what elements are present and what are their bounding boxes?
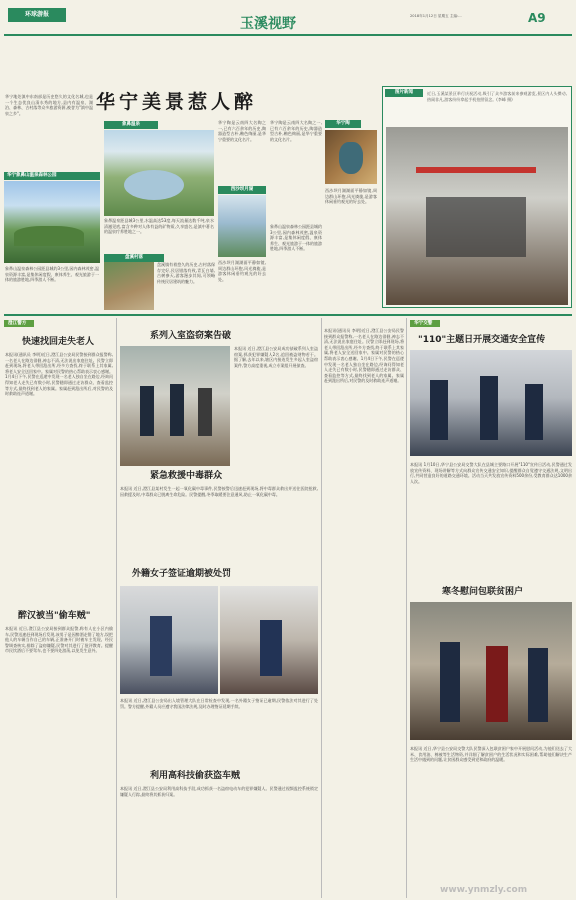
feature-bottom-rule [4, 314, 572, 316]
story7-photo [410, 350, 572, 456]
pottery-photo [325, 130, 377, 184]
story4-headline: 紧急救援中毒群众 [150, 471, 223, 481]
story7-headline: "110"主题日开展交通安全宣传 [418, 335, 546, 345]
story8-text: 本报讯 近日,华宁县公安局交警大队民警深入包联贫困户家中开展慰问活动,为他们送去了大米、食用油、棉被等生活物资,并详细了解贫困户的生活状况和实际困难,帮助他们解决生产生活中遇到的问题,让贫困群众感受到党和政府的温暖。 [410, 746, 572, 763]
scenic-text: 象鼻温泉距县城3公里,水温高达53度,每天流量达数千吨,泉水清澈见底,富含多种对人体有益的矿物质,久享盛名,是滇中著名的温泉疗养胜地之一。 [104, 218, 214, 235]
story6-text: 本报讯 近日,澄江县公安局利用高科技手段,成功抓获一名盗窃电动车的犯罪嫌疑人。民警通过视频监控系统锁定嫌疑人行踪,最终将其抓获归案。 [120, 786, 318, 797]
reservoir-body: 西沙坝月湖湖面平静如镜,周边群山环抱,风光旖旎,是游客休闲垂钓观光的好去处。 [325, 188, 377, 205]
middle-long-text: 本报讯(通讯员 李明)近日,澄江县公安局民警接到群众报警称,一名老人在路边徘徊,神志不清,无法说出家庭住址。民警立即赶到现场,将老人带回派出所,经多方查找,终于联系上其家属,将老人安全送回家中。家属对民警的热心帮助表示衷心感谢。1月4日下午,民警在巡逻中发现一名老人独自坐在路边,经询问得知老人走失已有数小时,民警随即通过走访群众、查看监控等方式,最终找到老人的家属。家属赶到派出所后,对民警的及时救助连声道谢。 [324, 328, 404, 384]
story8-photo [410, 602, 572, 740]
watermark: www.ynmzly.com [440, 885, 528, 895]
column-tag: 环球游报 [8, 8, 66, 22]
story1-text: 本报讯(通讯员 李明)近日,澄江县公安局民警接到群众报警称,一名老人在路边徘徊,神志不清,无法说出家庭住址。民警立即赶到现场,将老人带回派出所,经多方查找,终于联系上其家属,将老人安全送回家中。家属对民警的热心帮助表示衷心感谢。1月4日下午,民警在巡逻中发现一名老人独自坐在路边,经询问得知老人走失已有数小时,民警随即通过走访群众、查看监控等方式,最终找到老人的家属。家属赶到派出所后,对民警的及时救助连声道谢。 [5, 352, 113, 397]
village-label: 盘溪村落 [104, 254, 164, 262]
feature-headline: 华宁美景惹人醉 [96, 91, 258, 113]
story5-headline: 外籍女子签证逾期被处罚 [132, 569, 232, 579]
notice-label: 图片新闻 [385, 89, 423, 97]
scenic-photo [104, 130, 214, 216]
left-section-bar: 澄江警方 [4, 320, 34, 327]
col-divider-1 [116, 318, 117, 898]
col-divider-2 [321, 318, 322, 898]
story5-photo-2 [220, 586, 318, 694]
story8-headline: 寒冬慰问包联贫困户 [442, 587, 524, 597]
park-body: 象鼻山温泉森林公园距县城约3公里,园内森林茂密,温泉资源丰富,是集休闲度假、康体养生、观光旅游于一体的旅游胜地,四季游人不断。 [270, 224, 322, 252]
pottery-body: 华宁陶是云南四大名陶之一,已有六百余年的历史,陶器造型古朴,釉色绚丽,是华宁重要的文化名片。 [270, 120, 322, 142]
feature-intro-text: 华宁地处滇中东南部是历史悠久的文化名城,也是一个生态优良山清水秀的地方,县内有温泉、湖泊、森林、古村落等众多旅游资源,被誉为"滇中温泉之乡"。 [5, 94, 93, 116]
story3-text: 本报讯 近日,澄江县公安局成功侦破系列入室盗窃案,抓获犯罪嫌疑人2名,追回被盗财物若干。据了解,去年以来,辖区内接连发生多起入室盗窃案件,警方高度重视,成立专案组开展侦查。 [234, 346, 318, 368]
reservoir-photo [218, 195, 266, 257]
story1-headline: 快速找回走失老人 [22, 337, 95, 347]
notice-photo [386, 127, 568, 305]
notice-box [382, 86, 572, 308]
page-number: A9 [528, 11, 546, 25]
scenic-label: 象鼻温泉 [104, 121, 158, 129]
park-text: 象鼻山温泉森林公园距县城约3公里,园内森林茂密,温泉资源丰富,是集休闲度假、康体养生、观光旅游于一体的旅游胜地,四季游人不断。 [5, 266, 99, 283]
story3-photo [120, 346, 230, 466]
story5-text: 本报讯 近日,澄江县公安局出入境管理大队在日常检查中发现,一名外籍女子签证已逾期,民警依法对其进行了处罚。警方提醒,外籍人员应遵守我国法律法规,及时办理签证延期手续。 [120, 698, 318, 709]
notice-text: 近日,玉溪某景区举行庆祝活动,吸引了众多游客前来参观游览,景区内人头攒动,热闹非凡,游客纷纷拿起手机拍照留念。(李峰 摄) [427, 91, 567, 102]
story5-photo-1 [120, 586, 218, 694]
village-photo [104, 262, 154, 310]
reservoir-text: 西沙坝月湖湖面平静如镜,周边群山环抱,风光旖旎,是游客休闲垂钓观光的好去处。 [218, 260, 266, 282]
story6-headline: 利用高科技偷获盗车贼 [150, 771, 241, 781]
pottery-label: 华宁陶 [325, 120, 361, 128]
village-text: 盘溪镇有着悠久的历史,古村落保存完好,民居错落有致,青瓦白墙,古树参天,游客漫步其间,可领略传统民居建筑的魅力。 [157, 262, 215, 284]
story4-text: 本报讯 近日,澄江县某村发生一起一氧化碳中毒事件,民警接警后迅速赶到现场,将中毒群众救出并送往医院抢救,因救援及时,中毒群众已脱离生命危险。民警提醒,冬季取暖要注意通风,防止一氧化碳中毒。 [120, 486, 318, 497]
section-title: 玉溪视野 [240, 16, 296, 32]
masthead [0, 0, 576, 60]
masthead-rule [4, 34, 572, 36]
story2-text: 本报讯 近日,澄江县公安局接到群众报警,称有人在小区内偷车,民警迅速赶到现场后发现,该男子是因醉酒走错了地方,误把他人的车辆当作自己的车辆,正准备开门时被车主发现。经民警调查核实,排除了盗窃嫌疑,民警对其进行了批评教育。提醒市民饮酒后不要驾车,也不要四处游荡,以免发生意外。 [5, 626, 113, 654]
right-section-bar: 华宁交警 [410, 320, 440, 327]
reservoir-label: 西沙坝月湖 [218, 186, 266, 194]
park-photo [4, 181, 100, 263]
date-line: 2018年1月12日 星期五 主编:... [410, 14, 462, 18]
story7-text: 本报讯 1月10日,华宁县公安局交警大队在县城主要路口开展"110"宣传日活动,民警通过发放宣传资料、现场讲解等方式向群众宣传交通安全知识,提醒群众自觉遵守交通法规,文明出行,共同营造良好的道路交通环境。活动当天共发放宣传资料500余份,受教育群众达1000余人次。 [410, 462, 572, 484]
pottery-text: 华宁陶是云南四大名陶之一,已有六百余年的历史,陶器造型古朴,釉色绚丽,是华宁重要的文化名片。 [218, 120, 266, 142]
story3-headline: 系列入室盗窃案告破 [150, 331, 232, 341]
col-divider-3 [406, 318, 407, 898]
story2-headline: 醉汉被当"偷车贼" [18, 611, 91, 621]
park-label: 华宁象鼻山温泉森林公园 [4, 172, 100, 180]
